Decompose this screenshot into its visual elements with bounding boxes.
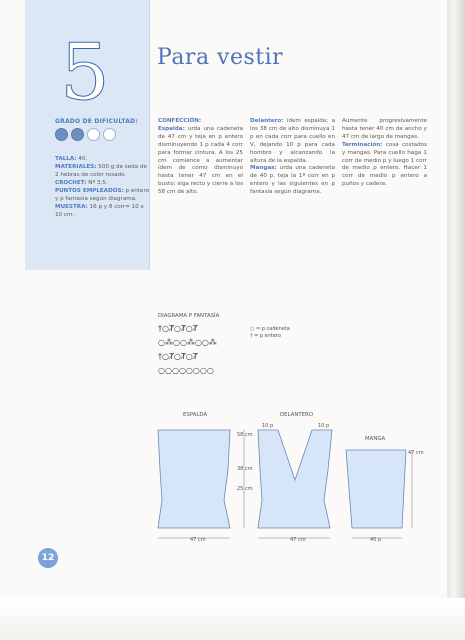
instruction-text: ídem espalda; a los 38 cm de alto disminuya 1 p en cada corr para cuello en V, dejando 10 p para cada hombro y alcanzando la altura de la espalda. xyxy=(250,118,335,164)
sleeve-piece-label: MANGA xyxy=(365,436,386,442)
stitch-diagram xyxy=(158,323,220,381)
yarn-ball-icon xyxy=(87,128,100,141)
difficulty-rating xyxy=(55,128,116,141)
dimension-label: 25 cm xyxy=(237,486,253,492)
dimension-label: 10 p xyxy=(318,423,330,429)
legend-item: ○ = p cadeneta xyxy=(250,326,290,332)
svg-text:†○Ⱦ○Ⱦ○Ⱦ: †○Ⱦ○Ⱦ○Ⱦ xyxy=(158,324,198,333)
page-number: 12 xyxy=(38,548,58,568)
instructions-column-3 xyxy=(342,118,427,189)
section-header: CONFECCIÓN: xyxy=(158,118,202,124)
chain-symbol-icon: ○ xyxy=(250,326,255,332)
spec-item: CROCHET: Nº 3,5. xyxy=(55,180,108,186)
pattern-pieces xyxy=(150,420,440,550)
dimension-label: 38 cm xyxy=(237,466,253,472)
diagram-row xyxy=(158,323,199,333)
spec-item: MATERIALES: 500 g de seda de 2 hebras de color rosado. xyxy=(55,164,147,178)
back-piece-label: ESPALDA xyxy=(183,412,208,418)
dimension-label: 47 cm xyxy=(290,537,306,543)
instruction-lead: Terminación: xyxy=(342,141,383,148)
instruction-text: urda una cadeneta de 47 cm y teja en p entero disminuyendo 1 p cada 4 corr para formar cintura. A los 25 cm comience a aumentar ídem de como disminuyó hasta tener 47 cm en el busto; siga recto y cierre a los 58 cm de alto. xyxy=(158,125,243,196)
dimension-label: 58 cm xyxy=(237,432,253,438)
instruction-text: cosa costados y mangas. Para cuello haga 1 corr de medio p y luego 1 corr de medio p entero. Hacer 1 corr de medio p entero a puños y cadera. xyxy=(342,141,427,188)
sleeve-piece xyxy=(346,450,406,528)
spec-item: MUESTRA: 16 p y 8 corr= 10 x 10 cm. xyxy=(55,204,144,218)
instructions-column-2 xyxy=(250,118,335,197)
specs-list xyxy=(55,155,150,219)
instruction-text: Aumente progresivamente hasta tener 40 cm de ancho y 47 cm de largo de mangas. xyxy=(342,118,427,140)
yarn-ball-icon xyxy=(71,128,84,141)
yarn-ball-icon xyxy=(55,128,68,141)
svg-text:○○○○○○○○: ○○○○○○○○ xyxy=(158,366,214,375)
yarn-ball-icon xyxy=(103,128,116,141)
svg-text:○⁂○○⁂○○⁂: ○⁂○○⁂○○⁂ xyxy=(158,338,217,347)
pattern-number: 5 xyxy=(60,28,110,118)
diagram-title: DIAGRAMA P FANTASÍA xyxy=(158,313,220,319)
dimension-label: 40 p xyxy=(370,537,382,543)
front-piece-label: DELANTERO xyxy=(280,412,314,418)
dimension-label: 10 p xyxy=(262,423,274,429)
spec-item: TALLA: 40. xyxy=(55,156,88,162)
instruction-lead: Delantero: xyxy=(250,118,284,124)
instruction-text: urda una cadeneta de 40 p, teja la 1ª corr en p entero y las siguientes en p fantasía según diagrama. xyxy=(250,165,335,196)
page-title: Para vestir xyxy=(157,45,284,70)
front-piece xyxy=(258,430,332,528)
dimension-label: 47 cm xyxy=(408,450,424,456)
svg-text:†○Ⱦ○Ⱦ○Ⱦ: †○Ⱦ○Ⱦ○Ⱦ xyxy=(158,352,198,361)
spec-item: PUNTOS EMPLEADOS: p entero y p fantasía según diagrama. xyxy=(55,188,150,202)
page-edge xyxy=(447,0,465,640)
legend-item: † = p entero xyxy=(250,333,281,339)
dimension-label: 47 cm xyxy=(190,537,206,543)
page-bottom-margin xyxy=(0,598,465,640)
instructions-column-1 xyxy=(158,118,243,197)
difficulty-label: GRADO DE DIFICULTAD: xyxy=(55,118,138,125)
instruction-lead: Mangas: xyxy=(250,165,277,172)
instruction-lead: Espalda: xyxy=(158,125,185,132)
double-crochet-symbol-icon: † xyxy=(250,333,253,339)
back-piece xyxy=(158,430,230,528)
diagram-legend xyxy=(250,326,290,340)
